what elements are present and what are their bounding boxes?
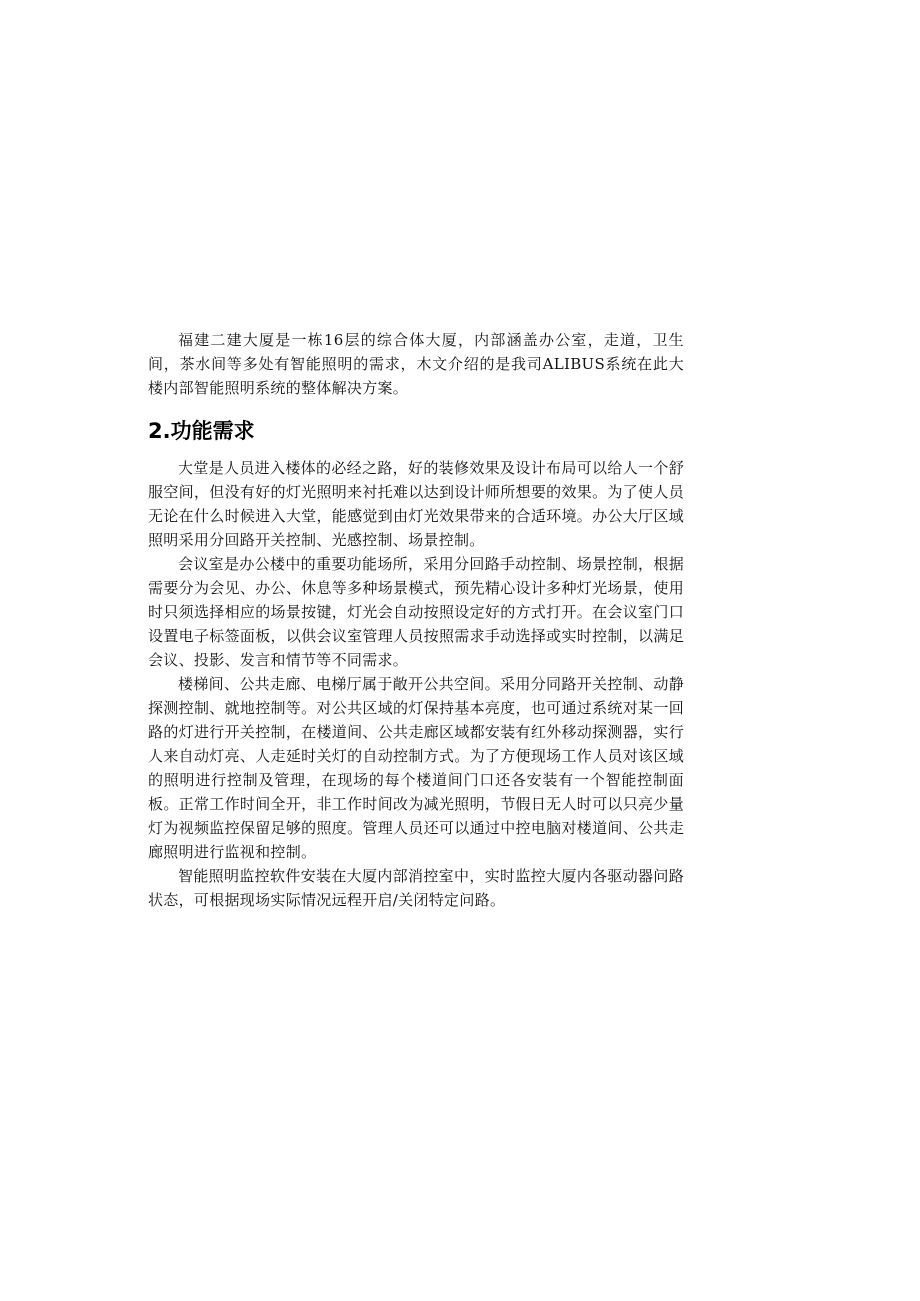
intro-paragraph: 福建二建大厦是一栋16层的综合体大厦，内部涵盖办公室，走道，卫生间，茶水间等多处有智能照明的需求，木文介绍的是我司ALIBUS系统在此大楼内部智能照明系统的整体解决方案。 [148,331,684,397]
paragraph-lobby: 大堂是人员进入楼体的必经之路，好的装修效果及设计布局可以给人一个舒服空间，但没有好的灯光照明来衬托难以达到设计师所想要的效果。为了使人员无论在什么时候进入大堂，能感觉到由灯光效果带来的合适环境。办公大厅区域照明采用分回路开关控制、光感控制、场景控制。 [148,459,684,549]
section-heading: 2.功能需求 [148,419,255,443]
paragraph-public-areas: 楼梯间、公共走廊、电梯厅属于敞开公共空间。采用分同路开关控制、动静探测控制、就地控制等。对公共区域的灯保持基本亮度，也可通过系统对某一回路的灯进行开关控制，在楼道间、公共走廊区域都安装有红外移动探测器，实行人来自动灯亮、人走延时关灯的自动控制方式。为了方便现场工作人员对该区域的照明进行控制及管理，在现场的每个楼道间门口还各安装有一个智能控制面板。正常工作时间全开，非工作时间改为减光照明，节假日无人时可以只亮少量灯为视频监控保留足够的照度。管理人员还可以通过中控电脑对楼道间、公共走廊照明进行监视和控制。 [148,675,684,861]
document-body [148,328,684,912]
paragraph-monitoring-software: 智能照明监控软件安装在大厦内部消控室中，实时监控大厦内各驱动器问路状态，可根据现场实际情况远程开启/关闭特定问路。 [148,867,684,909]
paragraph-meeting-room: 会议室是办公楼中的重要功能场所，采用分回路手动控制、场景控制，根据需要分为会见、办公、休息等多种场景模式，预先精心设计多种灯光场景，使用时只须选择相应的场景按键，灯光会自动按照设定好的方式打开。在会议室门口设置电子标签面板，以供会议室管理人员按照需求手动选择或实时控制，以满足会议、投影、发言和情节等不同需求。 [148,555,684,669]
